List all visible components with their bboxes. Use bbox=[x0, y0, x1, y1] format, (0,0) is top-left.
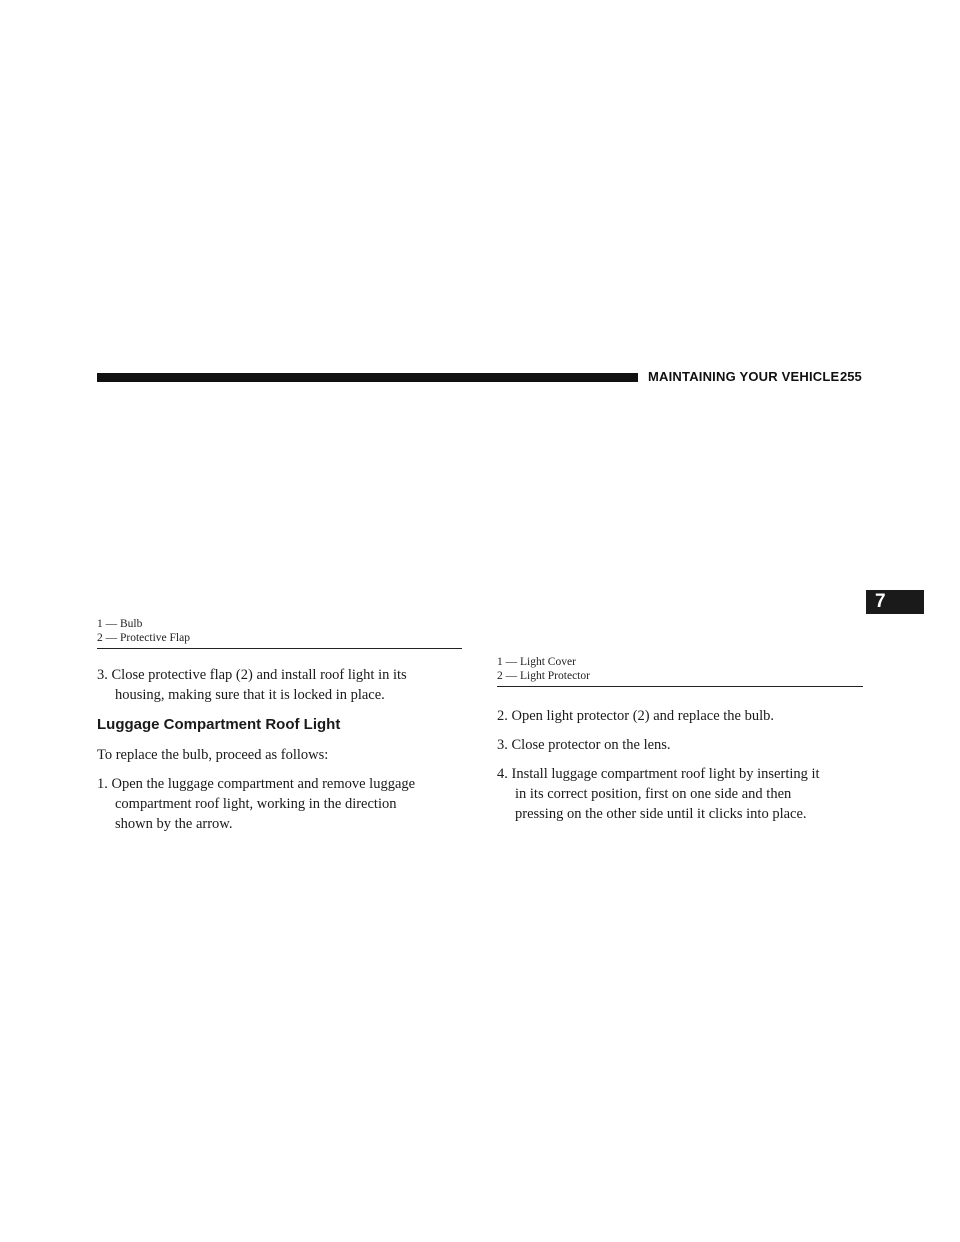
section-heading: Luggage Compartment Roof Light bbox=[97, 716, 341, 733]
legend-item: 2 — Protective Flap bbox=[97, 632, 190, 644]
legend-item: 1 — Bulb bbox=[97, 618, 143, 630]
chapter-tab[interactable]: 7 bbox=[866, 590, 924, 614]
step-number: 3. bbox=[97, 667, 108, 683]
step-continuation: in its correct position, first on one side and then bbox=[515, 786, 792, 802]
step-text: Close protective flap (2) and install roof light in its bbox=[111, 667, 407, 683]
step-number: 4. bbox=[497, 766, 508, 782]
step-3-close-protector: 3. Close protector on the lens. bbox=[497, 737, 671, 753]
step-number: 1. bbox=[97, 776, 108, 792]
step-3-close-flap bbox=[97, 665, 462, 705]
legend-item: 1 — Light Cover bbox=[497, 656, 576, 668]
step-continuation: shown by the arrow. bbox=[115, 816, 233, 832]
step-1-open-compartment bbox=[97, 774, 462, 834]
step-first-line bbox=[97, 774, 462, 794]
header-rule bbox=[97, 373, 638, 382]
step-continuation: housing, making sure that it is locked in place. bbox=[115, 687, 385, 703]
legend-item: 2 — Light Protector bbox=[497, 670, 590, 682]
step-continuation: pressing on the other side until it clicks into place. bbox=[515, 806, 807, 822]
legend-rule bbox=[97, 648, 462, 649]
figure-legend-bulb bbox=[97, 617, 190, 645]
intro-paragraph: To replace the bulb, proceed as follows: bbox=[97, 747, 329, 763]
page-number: 255 bbox=[840, 369, 862, 384]
step-text: Open the luggage compartment and remove luggage bbox=[111, 776, 416, 792]
step-2-open-protector: 2. Open light protector (2) and replace the bulb. bbox=[497, 708, 775, 724]
step-4-install-light bbox=[497, 764, 863, 824]
step-first-line bbox=[497, 764, 863, 784]
step-text: Install luggage compartment roof light by inserting it bbox=[511, 766, 820, 782]
step-first-line bbox=[97, 665, 462, 685]
figure-legend-light-cover bbox=[497, 655, 590, 683]
step-continuation: compartment roof light, working in the direction bbox=[115, 796, 397, 812]
legend-rule bbox=[497, 686, 863, 687]
section-title: MAINTAINING YOUR VEHICLE bbox=[648, 369, 840, 384]
